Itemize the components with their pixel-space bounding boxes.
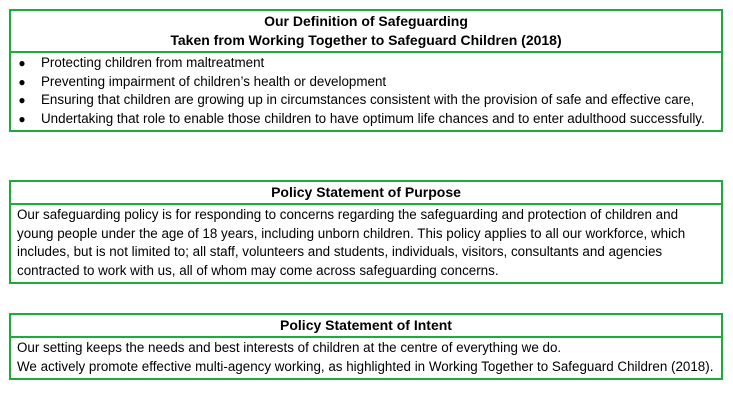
bullet-icon: ● bbox=[18, 93, 26, 108]
definition-header bbox=[11, 11, 721, 53]
definition-title: Our Definition of Safeguarding bbox=[264, 13, 468, 29]
intent-header: Policy Statement of Intent bbox=[11, 315, 721, 338]
definition-box bbox=[9, 9, 723, 132]
intent-body bbox=[11, 338, 721, 378]
intent-line-2: We actively promote effective multi-agency working, as highlighted in Working Together to Safeguard Children (2018). bbox=[17, 358, 714, 374]
definition-subtitle: Taken from Working Together to Safeguard Children (2018) bbox=[170, 32, 562, 48]
list-item: ● Ensuring that children are growing up in circumstances consistent with the provision of safe and effective care, bbox=[17, 91, 715, 110]
purpose-box bbox=[9, 180, 723, 284]
bullet-icon: ● bbox=[18, 56, 26, 70]
purpose-text: Our safeguarding policy is for responding to concerns regarding the safeguarding and protection of children and young people under the age of 18 years, including unborn children. This policy applies to all our workforce, which includes, but is not limited to; all staff, volunteers and students, individuals, visitors, consultants and agencies contracted to work with us, all of whom may come across safeguarding concerns. bbox=[17, 207, 686, 278]
list-item: ● Preventing impairment of children’s health or development bbox=[17, 73, 715, 92]
definition-list bbox=[17, 54, 715, 128]
bullet-icon: ● bbox=[18, 74, 26, 89]
intent-box bbox=[9, 313, 723, 380]
purpose-header: Policy Statement of Purpose bbox=[11, 182, 721, 205]
definition-body bbox=[11, 53, 721, 130]
intent-line-1: Our setting keeps the needs and best interests of children at the centre of everything we do. bbox=[17, 340, 562, 355]
bullet-icon: ● bbox=[18, 111, 26, 126]
list-item: ● Protecting children from maltreatment bbox=[17, 54, 715, 73]
list-item: ● Undertaking that role to enable those children to have optimum life chances and to enter adulthood successfully. bbox=[17, 110, 715, 129]
